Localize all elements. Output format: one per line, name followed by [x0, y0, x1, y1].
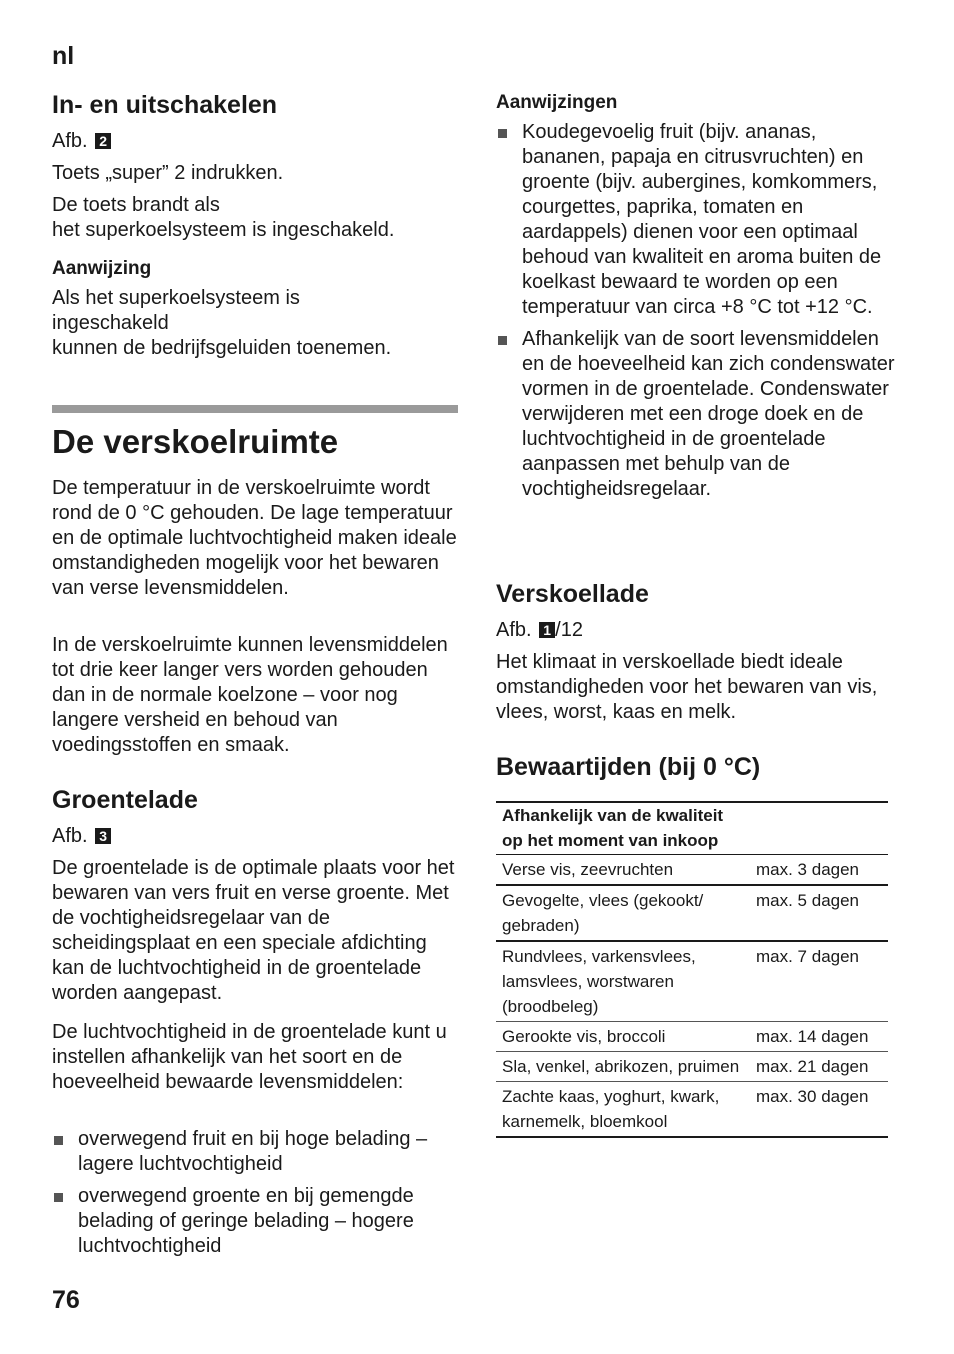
food-cell: Rundvlees, varkensvlees, lamsvlees, worstwaren (broodbeleg) [496, 941, 750, 1022]
humidity-list [52, 1127, 460, 1259]
paragraph-groentelade-2: De luchtvochtigheid in de groentelade kunt u instellen afhankelijk van het soort en de hoeveelheid bewaarde levensmiddelen: [52, 1021, 447, 1093]
figure-number-badge: 1 [539, 622, 555, 638]
table-row [496, 855, 888, 886]
paragraph-groentelade-1: De groentelade is de optimale plaats voor het bewaren van vers fruit en verse groente. Met de vochtigheidsregelaar van de scheidingsplaat en een speciale afdichting kan de luchtvochtigheid in de groentelade worden aangepast. [52, 857, 455, 1004]
language-label: nl [52, 42, 75, 70]
note-text: Als het superkoelsysteem is ingeschakeld kunnen de bedrijfsgeluiden toenemen. [52, 287, 392, 359]
notes-list [496, 120, 898, 502]
heading-verskoelruimte: De verskoelruimte [52, 423, 339, 460]
table-row [496, 1052, 888, 1082]
food-cell: Zachte kaas, yoghurt, kwark, karnemelk, bloemkool [496, 1082, 750, 1138]
section-divider [52, 405, 458, 413]
figure-number-badge: 2 [95, 133, 111, 149]
food-cell: Gerookte vis, broccoli [496, 1022, 750, 1052]
heading-in-uitschakelen: In- en uitschakelen [52, 91, 278, 119]
paragraph-verskoelruimte-2: In de verskoelruimte kunnen levensmiddelen tot drie keer langer vers worden gehouden dan in de normale koelzone – voor nog langere versheid en behoud van voedingsstoffen en smaak. [52, 634, 448, 756]
table-row [496, 941, 888, 1022]
note-heading: Aanwijzing [52, 258, 152, 279]
storage-times-table [496, 801, 888, 1138]
list-item: Afhankelijk van de soort levensmiddelen en de hoeveelheid kan zich condenswater vormen in de groentelade. Condenswater verwijderen met een droge doek en de luchtvochtigheid in de groentelade aanpassen met behulp van de vochtigheidsregelaar. [496, 327, 898, 502]
time-cell: max. 30 dagen [750, 1082, 888, 1138]
info-text: De toets brandt als het superkoelsysteem is ingeschakeld. [52, 194, 395, 241]
time-cell: max. 21 dagen [750, 1052, 888, 1082]
page-number: 76 [52, 1286, 80, 1314]
table-header-cell: Afhankelijk van de kwaliteit op het moment van inkoop [496, 802, 888, 855]
heading-bewaartijden: Bewaartijden (bij 0 °C) [496, 753, 761, 781]
figure-reference: Afb. 3 [52, 824, 111, 849]
notes-heading: Aanwijzingen [496, 92, 618, 113]
time-cell: max. 7 dagen [750, 941, 888, 1022]
table-header-row [496, 802, 888, 855]
food-cell: Gevogelte, vlees (gekookt/ gebraden) [496, 885, 750, 941]
paragraph-verskoellade: Het klimaat in verskoellade biedt ideale omstandigheden voor het bewaren van vis, vlees, worst, kaas en melk. [496, 651, 878, 723]
time-cell: max. 14 dagen [750, 1022, 888, 1052]
figure-reference: Afb. 1 /12 [496, 619, 583, 641]
figure-reference: Afb. 2 [52, 129, 111, 154]
table-row [496, 1082, 888, 1138]
paragraph-verskoelruimte-1: De temperatuur in de verskoelruimte wordt rond de 0 °C gehouden. De lage temperatuur en de optimale luchtvochtigheid maken ideale omstandigheden mogelijk voor het bewaren van verse levensmiddelen. [52, 477, 457, 599]
list-item: Koudegevoelig fruit (bijv. ananas, bananen, papaja en citrusvruchten) en groente (bijv. aubergines, komkommers, courgettes, paprika, tomaten en aardappels) dienen voor een optimaal behoud van kwaliteit en aroma buiten de koelkast bewaard te worden op een temperatuur van circa +8 °C tot +12 °C. [496, 120, 898, 320]
time-cell: max. 3 dagen [750, 855, 888, 886]
list-item: overwegend groente en bij gemengde belading of geringe belading – hogere luchtvochtigheid [52, 1184, 460, 1259]
food-cell: Sla, venkel, abrikozen, pruimen [496, 1052, 750, 1082]
time-cell: max. 5 dagen [750, 885, 888, 941]
heading-groentelade: Groentelade [52, 786, 198, 814]
heading-verskoellade: Verskoellade [496, 580, 649, 608]
figure-number-badge: 3 [95, 828, 111, 844]
table-row [496, 885, 888, 941]
list-item: overwegend fruit en bij hoge belading – lagere luchtvochtigheid [52, 1127, 460, 1177]
food-cell: Verse vis, zeevruchten [496, 855, 750, 886]
instruction-text: Toets „super” 2 indrukken. [52, 162, 284, 184]
table-row [496, 1022, 888, 1052]
